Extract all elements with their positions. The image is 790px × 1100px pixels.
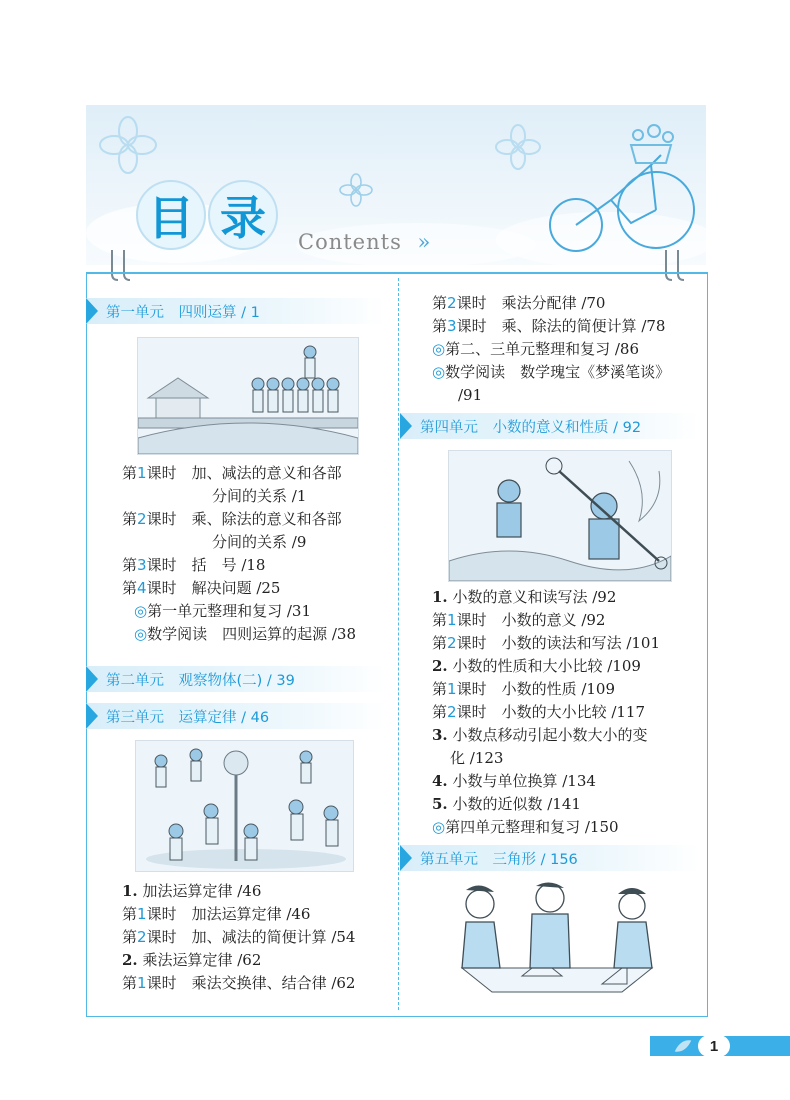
toc-section[interactable]: 2. 小数的性质和大小比较 /109	[432, 657, 641, 675]
arrow-icon	[86, 298, 98, 324]
children-planting-image	[136, 741, 353, 871]
children-bridge-image	[138, 338, 358, 454]
toc-entry[interactable]: 第2课时 小数的大小比较 /117	[432, 703, 646, 721]
bullet-icon: ◎	[432, 818, 446, 836]
unit1-lesson-list	[122, 462, 356, 646]
bullet-icon: ◎	[432, 340, 446, 358]
toc-entry-review[interactable]: ◎第二、三单元整理和复习 /86	[432, 340, 640, 358]
toc-entry[interactable]: 第1课时 加、减法的意义和各部	[122, 464, 342, 482]
leaf-icon	[672, 1036, 694, 1056]
page-number: 1	[698, 1035, 730, 1057]
toc-entry[interactable]: 第3课时 括 号 /18	[122, 556, 266, 574]
unit-heading-1[interactable]	[86, 298, 386, 324]
children-triangles-image	[452, 880, 664, 1000]
toc-entry[interactable]: 第1课时 小数的性质 /109	[432, 680, 616, 698]
arrow-icon	[86, 703, 98, 729]
toc-entry-continued[interactable]: 分间的关系 /1	[212, 487, 307, 505]
toc-entry-continued[interactable]: 化 /123	[450, 749, 504, 767]
unit-heading-5[interactable]	[400, 845, 700, 871]
toc-section[interactable]: 1. 小数的意义和读写法 /92	[432, 588, 617, 606]
flower-icon	[340, 174, 372, 206]
toc-entry-continued[interactable]: /91	[458, 386, 483, 404]
toc-entry-reading[interactable]: ◎数学阅读 数学瑰宝《梦溪笔谈》	[432, 363, 671, 381]
arrow-icon	[400, 845, 412, 871]
title-text: 录	[220, 191, 266, 245]
arrow-icon	[400, 413, 412, 439]
unit4-lesson-list	[432, 586, 660, 839]
bullet-icon: ◎	[134, 602, 148, 620]
illustration-children-planting	[135, 740, 354, 872]
toc-entry[interactable]: 第2课时 加、减法的简便计算 /54	[122, 928, 356, 946]
toc-section[interactable]: 4. 小数与单位换算 /134	[432, 772, 596, 790]
unit-title: 第五单元 三角形 / 156	[420, 851, 578, 868]
title-char-1	[136, 180, 206, 250]
toc-section[interactable]: 5. 小数的近似数 /141	[432, 795, 581, 813]
toc-entry[interactable]: 第1课时 乘法交换律、结合律 /62	[122, 974, 356, 992]
arrow-icon	[86, 666, 98, 692]
subtitle-text: Contents	[298, 230, 402, 254]
toc-entry-review[interactable]: ◎第一单元整理和复习 /31	[134, 602, 312, 620]
flower-icon	[496, 125, 540, 169]
toc-entry-review[interactable]: ◎第四单元整理和复习 /150	[432, 818, 619, 836]
toc-section[interactable]: 2. 乘法运算定律 /62	[122, 951, 262, 969]
unit-title: 第三单元 运算定律 / 46	[106, 709, 270, 726]
unit-title: 第四单元 小数的意义和性质 / 92	[420, 419, 642, 436]
column-divider	[398, 278, 399, 1010]
bullet-icon: ◎	[134, 625, 148, 643]
unit-title: 第一单元 四则运算 / 1	[106, 304, 260, 321]
double-arrow-icon: »	[417, 230, 432, 254]
contents-subtitle	[298, 230, 431, 254]
unit-heading-3[interactable]	[86, 703, 386, 729]
toc-entry[interactable]: 第2课时 小数的读法和写法 /101	[432, 634, 661, 652]
unit-heading-4[interactable]	[400, 413, 700, 439]
panel-top-border	[86, 272, 708, 274]
unit3-lesson-list	[122, 880, 355, 995]
toc-section[interactable]: 1. 加法运算定律 /46	[122, 882, 262, 900]
toc-entry[interactable]: 第1课时 小数的意义 /92	[432, 611, 606, 629]
toc-entry[interactable]: 第2课时 乘、除法的意义和各部	[122, 510, 342, 528]
toc-entry[interactable]: 第2课时 乘法分配律 /70	[432, 294, 606, 312]
toc-entry[interactable]: 第4课时 解决问题 /25	[122, 579, 281, 597]
monkey-king-image	[449, 451, 671, 581]
continued-lesson-list	[432, 292, 670, 407]
unit-title: 第二单元 观察物体(二) / 39	[106, 672, 295, 689]
bullet-icon: ◎	[432, 363, 446, 381]
toc-entry[interactable]: 第3课时 乘、除法的简便计算 /78	[432, 317, 666, 335]
flower-icon	[100, 117, 156, 173]
illustration-children-triangles	[452, 880, 664, 1000]
unit-heading-2[interactable]	[86, 666, 386, 692]
illustration-monkey-king	[448, 450, 672, 582]
toc-entry[interactable]: 第1课时 加法运算定律 /46	[122, 905, 311, 923]
toc-entry-reading[interactable]: ◎数学阅读 四则运算的起源 /38	[134, 625, 357, 643]
title-char-2	[208, 180, 278, 250]
toc-section[interactable]: 3. 小数点移动引起小数大小的变	[432, 726, 648, 744]
illustration-children-on-bridge	[137, 337, 359, 455]
title-text: 目	[148, 191, 194, 245]
toc-entry-continued[interactable]: 分间的关系 /9	[212, 533, 307, 551]
